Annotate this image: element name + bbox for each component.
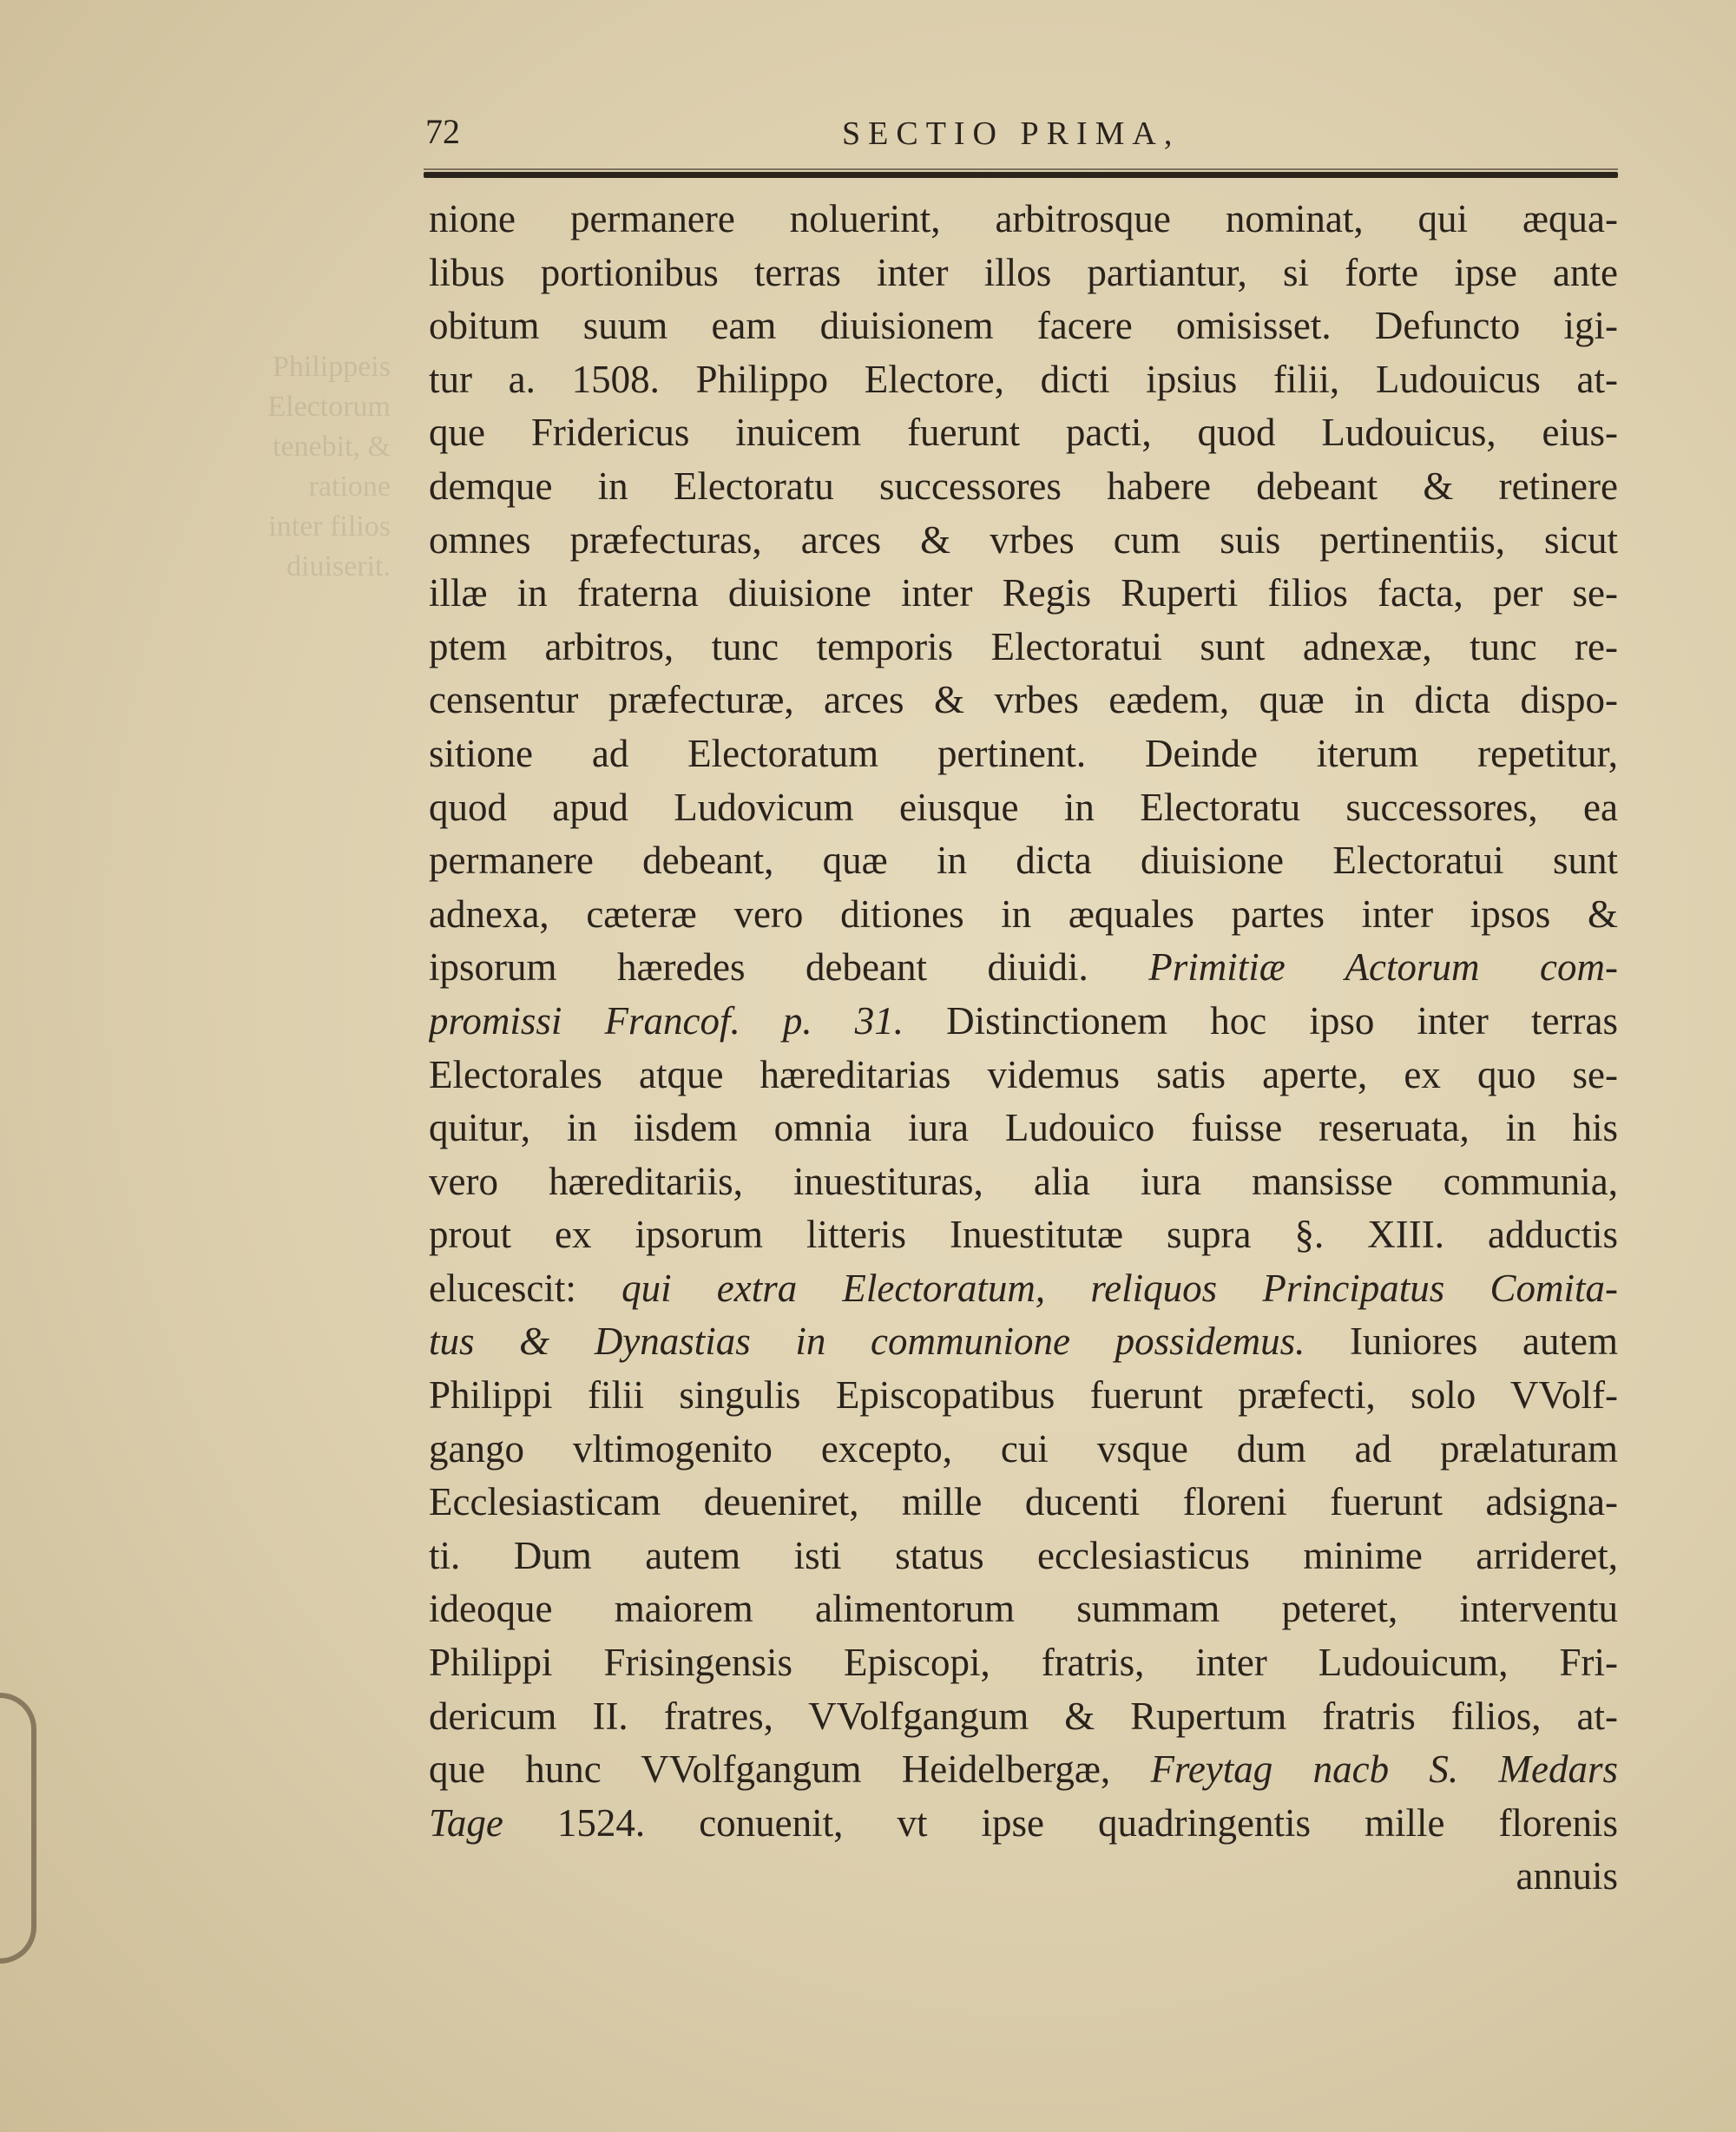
text-line (429, 1049, 1618, 1102)
text-run: sitione ad Electoratum pertinent. Deinde iterum repetitur, (429, 731, 1618, 775)
text-line (429, 460, 1618, 514)
text-line (429, 1636, 1618, 1690)
text-run: ipsorum hæredes debeant diuidi. (429, 945, 1149, 990)
text-line (429, 781, 1618, 835)
italic-citation: tus & Dynastias in communione possidemus. (429, 1319, 1305, 1364)
text-line (429, 514, 1618, 568)
text-line (429, 353, 1618, 407)
text-run: libus portionibus terras inter illos partiantur, si forte ipse ante (429, 250, 1618, 294)
text-run: Iuniores autem (1305, 1319, 1618, 1364)
text-run: dericum II. fratres, VVolfgangum & Rupertum fratris filios, at- (429, 1694, 1618, 1738)
text-run: elucescit: (429, 1266, 622, 1310)
text-line (429, 1797, 1618, 1851)
text-line (429, 1690, 1618, 1744)
text-line (429, 1102, 1618, 1155)
italic-citation: Freytag nacb S. Medars (1150, 1747, 1618, 1792)
text-line (429, 674, 1618, 727)
text-line (429, 1315, 1618, 1369)
italic-citation: promissi Francof. p. 31. (429, 998, 904, 1043)
text-line (429, 1476, 1618, 1530)
text-line (429, 1369, 1618, 1423)
text-run: Distinctionem hoc ipso inter terras (903, 998, 1618, 1043)
text-line (429, 193, 1618, 247)
text-line (429, 621, 1618, 674)
body-text (429, 193, 1618, 1904)
italic-citation: qui extra Electoratum, reliquos Principatus Comita- (621, 1266, 1618, 1310)
header-rule (424, 172, 1618, 178)
text-line (429, 941, 1618, 995)
text-run: prout ex ipsorum litteris Inuestitutæ supra §. XIII. adductis (429, 1213, 1618, 1257)
text-run: omnes præfecturas, arces & vrbes cum suis pertinentiis, sicut (429, 517, 1618, 562)
text-line (429, 406, 1618, 460)
text-line (429, 1530, 1618, 1583)
text-line (429, 247, 1618, 300)
text-run: ti. Dum autem isti status ecclesiasticus minime arrideret, (429, 1533, 1618, 1577)
page-header (425, 111, 1616, 163)
text-line (429, 834, 1618, 888)
text-run: permanere debeant, quæ in dicta diuisione Electoratui sunt (429, 839, 1618, 883)
text-run: nione permanere noluerint, arbitrosque nominat, qui æqua- (429, 197, 1618, 240)
text-run: Philippi Frisingensis Episcopi, fratris, inter Ludouicum, Fri- (429, 1641, 1618, 1685)
text-run: que hunc VVolfgangum Heidelbergæ, (429, 1747, 1151, 1792)
italic-citation: Tage (429, 1800, 503, 1845)
show-through-text: Philippeis Electorum tenebit, & ratione inter filios diuiserit. (267, 351, 391, 582)
text-run: adnexa, cæteræ vero ditiones in æquales partes inter ipsos & (429, 892, 1618, 936)
text-run: tur a. 1508. Philippo Electore, dicti ipsius filii, Ludouicus at- (429, 357, 1618, 401)
text-line (429, 1850, 1618, 1904)
text-line (429, 727, 1618, 781)
text-run: ideoque maiorem alimentorum summam peteret, interventu (429, 1587, 1618, 1631)
text-run: que Fridericus inuicem fuerunt pacti, quod Ludouicus, eius- (429, 411, 1618, 455)
text-line (429, 299, 1618, 353)
text-run: demque in Electoratu successores habere debeant & retinere (429, 464, 1618, 508)
text-run: 1524. conuenit, vt ipse quadringentis mille florenis (503, 1800, 1618, 1845)
text-run: obitum suum eam diuisionem facere omisisset. Defuncto igi- (429, 304, 1618, 348)
text-line (429, 1583, 1618, 1636)
italic-citation: Primitiæ Actorum com- (1148, 945, 1618, 990)
text-run: quitur, in iisdem omnia iura Ludouico fuisse reseruata, in his (429, 1106, 1618, 1150)
text-run: censentur præfecturæ, arces & vrbes eædem, quæ in dicta dispo- (429, 678, 1618, 722)
text-line (429, 1155, 1618, 1209)
text-run: illæ in fraterna diuisione inter Regis Ruperti filios facta, per se- (429, 571, 1618, 615)
page-curl-edge (0, 1693, 36, 1964)
text-line (429, 567, 1618, 621)
page-number: 72 (425, 112, 460, 151)
text-run: Philippi filii singulis Episcopatibus fuerunt præfecti, solo VVolf- (429, 1373, 1618, 1418)
text-line (429, 1743, 1618, 1797)
text-run: ptem arbitros, tunc temporis Electoratui sunt adnexæ, tunc re- (429, 624, 1618, 668)
text-line (429, 1208, 1618, 1262)
text-line (429, 1423, 1618, 1477)
text-run: Ecclesiasticam deueniret, mille ducenti floreni fuerunt adsigna- (429, 1480, 1618, 1524)
text-run: quod apud Ludovicum eiusque in Electoratu successores, ea (429, 785, 1618, 829)
text-line (429, 995, 1618, 1049)
text-run: gango vltimogenito excepto, cui vsque dum ad prælaturam (429, 1426, 1618, 1471)
text-run: Electorales atque hæreditarias videmus satis aperte, ex quo se- (429, 1052, 1618, 1096)
text-line (429, 888, 1618, 942)
text-line (429, 1262, 1618, 1316)
text-run: vero hæreditariis, inuestituras, alia iura mansisse communia, (429, 1159, 1618, 1203)
running-head: SECTIO PRIMA, (842, 115, 1180, 152)
text-run: annuis (1516, 1854, 1618, 1898)
